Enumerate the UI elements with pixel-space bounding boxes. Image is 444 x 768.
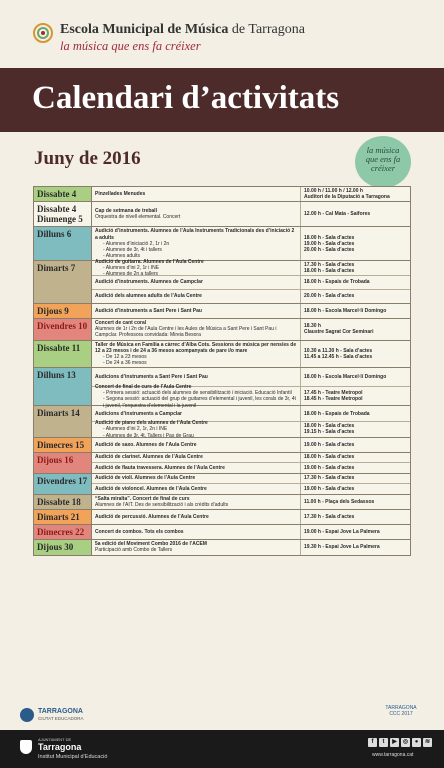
activity-title: Concert de cant coral [95,320,147,327]
row-date: Dimecres 22 [34,525,92,539]
activity-description [92,383,301,409]
row-date: Dimarts 14 [34,406,92,437]
youtube-icon[interactable]: ▶ [390,738,399,747]
activity-description [92,540,301,554]
activity-time-place [301,422,410,437]
time-place-line: Claustre Sagrat Cor Seminari [304,329,374,336]
activity-title: Audició de violoncel. Alumnes de l’Aula Centre [95,485,207,492]
activity-detail: Participació amb Combo de Tallers [95,547,173,554]
row-activities [92,406,410,437]
activity-description [92,227,301,260]
time-place-line: 19.00 h - Sala d’actes [304,240,355,247]
activity-detail: - De 24 a 36 mesos [103,360,147,367]
activity-time-place [301,202,410,226]
activity [92,453,410,463]
row-activities [92,540,410,554]
time-place-line: 19.00 h - Espai Jove La Palmera [304,529,380,536]
activity-detail: - Alumnes de 3r, 4t, Tallers i Pas de Grau [103,432,194,439]
activity-time-place [301,368,410,386]
activity-description [92,319,301,340]
school-name: Escola Municipal de Música de Tarragona [60,22,305,37]
activity-title: Audició d’instruments a Sant Pere i Sant Pau [95,307,202,314]
schedule-row [34,319,410,341]
activity-description [92,463,301,473]
activity-time-place [301,261,410,274]
time-place-line: 19.15 h - Sala d’actes [304,429,355,436]
row-date: Dissabte 11 [34,341,92,368]
time-place-line: 20.00 h - Sala d’actes [304,247,355,254]
activity-time-place [301,319,410,340]
time-place-line: Auditori de la Diputació a Tarragona [304,194,390,201]
activity-detail: - Primera sessió: actuació dels alumnes de sensibilització i iniciació. Educació Infantil [103,390,292,397]
activity-title: Concert de final de curs de l’Aula Centre [95,383,192,390]
row-date: Dimecres 15 [34,438,92,452]
schedule-row [34,438,410,453]
time-place-line: 17.45 h - Teatre Metropol [304,390,363,397]
activity-title: Audició de violí. Alumnes de l’Aula Centre [95,475,196,482]
activity-description [92,495,301,509]
activity-detail: - Segona sessió: actuació del grup de guitarres d’elemental i juvenil, les corals de 3r, 4t i juvenil, l’orquestra d’elemental i la juvenil [103,396,296,409]
row-date: Dijous 9 [34,304,92,318]
activity [92,319,410,340]
activity [92,525,410,539]
time-place-line: 17.30 h - Sala d’actes [304,514,355,521]
activity-time-place [301,341,410,368]
activity-description [92,276,301,289]
activity-title: Audició dels alumnes adults de l’Aula Centre [95,293,202,300]
activity-description [92,304,301,318]
activity-detail: - Alumnes d’ini 2, 1r i INE [103,264,160,271]
schedule-row [34,510,410,525]
activity [92,484,410,494]
activity-description [92,438,301,452]
schedule-row [34,202,410,227]
tagline: la música que ens fa créixer [60,39,201,53]
activity-detail: - Alumnes d’iniciació 2, 1r i 2n [103,240,170,247]
activity-title: Concert de combos. Tots els combos [95,529,184,536]
row-date: Divendres 10 [34,319,92,340]
activity-description [92,422,301,437]
time-place-line: 12.00 h - Cal Mata - Saifores [304,211,371,218]
time-place-line: 18.00 h - Escola Marcel·lí Domingo [304,374,387,381]
activity-time-place [301,474,410,483]
instagram-icon[interactable]: ◎ [402,739,409,745]
time-place-line: 10.00 h / 11.00 h / 12.00 h [304,188,363,194]
row-activities [92,474,410,494]
activity [92,474,410,484]
activity [92,383,410,409]
educating-city-logo-icon [20,708,34,722]
activity-time-place [301,290,410,303]
row-activities [92,319,410,340]
activity-time-place [301,463,410,473]
time-place-line: 19.00 h - Sala d’actes [304,485,355,492]
activity-detail: - De 12 a 23 mesos [103,354,147,361]
time-place-line: 17.30 h - Sala d’actes [304,475,355,482]
row-date: Dijous 16 [34,453,92,473]
activity-title: Audició de saxo. Alumnes de l’Aula Centre [95,441,197,448]
page-title: Calendari d’activitats [32,80,340,116]
time-place-line: 18.00 h - Espais de Trobada [304,279,370,286]
activity-detail: Alumnes de 1r i 2n de l’Aula Centre i les Aules de Música a Sant Pere i Sant Pau i Campclar. Professora convidada: Mireia Besora [95,326,277,339]
schedule-row [34,368,410,409]
row-activities [92,258,410,303]
slogan-badge: la música que ens fa créixer [355,136,411,188]
time-place-line: 11.45 a 12.45 h - Sala d’actes [304,354,373,361]
activity-title: 5a edició del Moviment Combo 2016 de l’ACEM [95,541,207,548]
schedule-row [34,495,410,510]
schedule-row [34,341,410,369]
activity-title: Audicions d’instruments a Campclar [95,410,182,417]
time-place-line: 18.00 h - Sala d’actes [304,454,355,461]
row-date: Dilluns 13 [34,368,92,405]
rss-icon[interactable]: ≋ [424,739,431,745]
time-place-line: 11.00 h - Plaça dels Sedassos [304,498,375,505]
activity-time-place [301,438,410,452]
activity [92,187,410,201]
activity-description [92,202,301,226]
activity-title: Cap de setmana de treball [95,208,157,215]
activity [92,341,410,368]
row-activities [92,202,410,226]
time-place-line: 18.00 h - Escola Marcel·lí Domingo [304,307,387,314]
schedule-row [34,227,410,261]
website-link[interactable]: www.tarragona.cat [372,752,414,758]
row-activities [92,495,410,509]
activity-description [92,187,301,201]
row-activities [92,368,410,409]
row-date: Dilluns 6 [34,227,92,260]
activity [92,422,410,437]
activity-time-place [301,227,410,260]
row-activities [92,187,410,201]
activity [92,463,410,473]
activity [92,540,410,554]
activity [92,258,410,278]
activity [92,495,410,509]
schedule-row [34,187,410,202]
time-place-line: 19.30 h - Espai Jove La Palmera [304,544,380,551]
time-place-line: 18.00 h - Sala d’actes [304,423,355,430]
activity-time-place [301,495,410,509]
activity-time-place [301,187,410,201]
activity-time-place [301,304,410,318]
row-activities [92,453,410,473]
flickr-icon[interactable]: ● [412,738,421,747]
activity-description [92,341,301,368]
activity-description [92,258,301,278]
activity-detail: - Alumnes adults [103,253,140,260]
row-activities [92,341,410,368]
activity [92,202,410,226]
activity-description [92,290,301,303]
activity-title: Pinzellades Menudes [95,191,146,198]
time-place-line: 18.00 h - Sala d’actes [304,234,355,241]
activity-time-place [301,387,410,405]
time-place-line: 17.30 h - Sala d’actes [304,261,355,268]
activity-title: Audició de clarinet. Alumnes de l’Aula Centre [95,454,203,461]
facebook-icon[interactable]: f [368,738,377,747]
social-icons [368,738,432,747]
footer-institute: Institut Municipal d’Educació [38,754,108,760]
time-place-line: 19.00 h - Sala d’actes [304,441,355,448]
city-name: TARRAGONA [38,708,83,715]
coat-of-arms-icon [20,740,32,754]
footer-ajuntament: AJUNTAMENT DE [38,737,72,742]
activity-title: Audició de guitarra. Alumnes de l’Aula Centre [95,258,204,265]
row-activities [92,510,410,524]
activity-time-place [301,276,410,289]
activity-title: Taller de Música en Família a càrrec d’Alba Cots. Sessions de música per nens/es de 12 a 23 mesos i de 24 a 36 mesos acompanyats de pare i/o mare [95,341,297,354]
activity-title: Audició d’instruments. Alumnes de l’Aula Instruments Tradicionals des d’iniciació 2 a adults [95,228,295,241]
activity-description [92,474,301,483]
activity [92,290,410,303]
schedule-row [34,304,410,319]
title-banner [0,68,444,132]
schedule-row [34,474,410,495]
activity-detail: Alumnes de l’AIT. Des de sensibilització i als crèdits d’adults [95,502,229,509]
activity-time-place [301,525,410,539]
school-logo-icon [32,22,54,44]
row-activities [92,304,410,318]
row-date: Dissabte 18 [34,495,92,509]
twitter-icon[interactable]: t [379,738,388,747]
row-activities [92,525,410,539]
activity [92,227,410,260]
row-date: Dimarts 21 [34,510,92,524]
row-activities [92,227,410,260]
activity-description [92,453,301,462]
time-place-line: 18.00 h - Sala d’actes [304,268,355,275]
activity [92,438,410,452]
time-place-line: 20.00 h - Sala d’actes [304,293,355,300]
row-date: Dissabte 4 Diumenge 5 [34,202,92,226]
row-date: Dijous 30 [34,540,92,554]
activity-detail: - Alumnes de 2n a tallers [103,271,159,278]
month-heading: Juny de 2016 [34,148,141,169]
schedule-row [34,540,410,554]
activity [92,304,410,318]
row-date: Dimarts 7 [34,261,92,303]
time-place-line: 18.00 h - Espais de Trobada [304,410,370,417]
time-place-line: 18.30 h [304,323,321,330]
activity-title: Audició de piano dels alumnes de l’Aula Centre [95,420,208,427]
row-date: Divendres 17 [34,474,92,494]
activity-detail: - Alumnes de 3r, 4t i tallers [103,247,162,254]
activity-detail: - Alumnes d’ini 2, 1r, 2n i INE [103,426,168,433]
time-place-line: 19.00 h - Sala d’actes [304,464,355,471]
ccc-logo: TARRAGONA CCC 2017 [385,705,417,717]
footer-logos [0,700,444,730]
activity [92,510,410,524]
activity-title: “Salta miralta”. Concert de final de curs [95,495,190,502]
activity-time-place [301,453,410,462]
activity-description [92,510,301,524]
activity-time-place [301,510,410,524]
city-subtitle: CIUTAT EDUCADORA [38,716,84,721]
time-place-line: 10.30 a 11.30 h - Sala d’actes [304,347,373,354]
footer-tarragona: Tarragona [38,742,82,752]
schedule-row [34,525,410,540]
schedule-table [33,186,411,556]
schedule-row [34,453,410,474]
schedule-row [34,406,410,438]
activity-title: Audició de percussió. Alumnes de l’Aula Centre [95,514,209,521]
activity-time-place [301,540,410,554]
row-activities [92,438,410,452]
activity-time-place [301,406,410,421]
activity-description [92,525,301,539]
row-date: Dissabte 4 [34,187,92,201]
activity [92,276,410,290]
schedule-row [34,258,410,304]
time-place-line: 18.45 h - Teatre Metropol [304,396,363,403]
activity-title: Audició d’instruments. Alumnes de Campclar [95,279,203,286]
activity-detail: Orquestra de nivell elemental. Concert [95,214,181,221]
activity-title: Audicions d’instruments a Sant Pere i Sant Pau [95,374,208,381]
activity-description [92,406,301,421]
activity-title: Audició de flauta travessera. Alumnes de l’Aula Centre [95,464,225,471]
activity-description [92,484,301,494]
activity-time-place [301,484,410,494]
